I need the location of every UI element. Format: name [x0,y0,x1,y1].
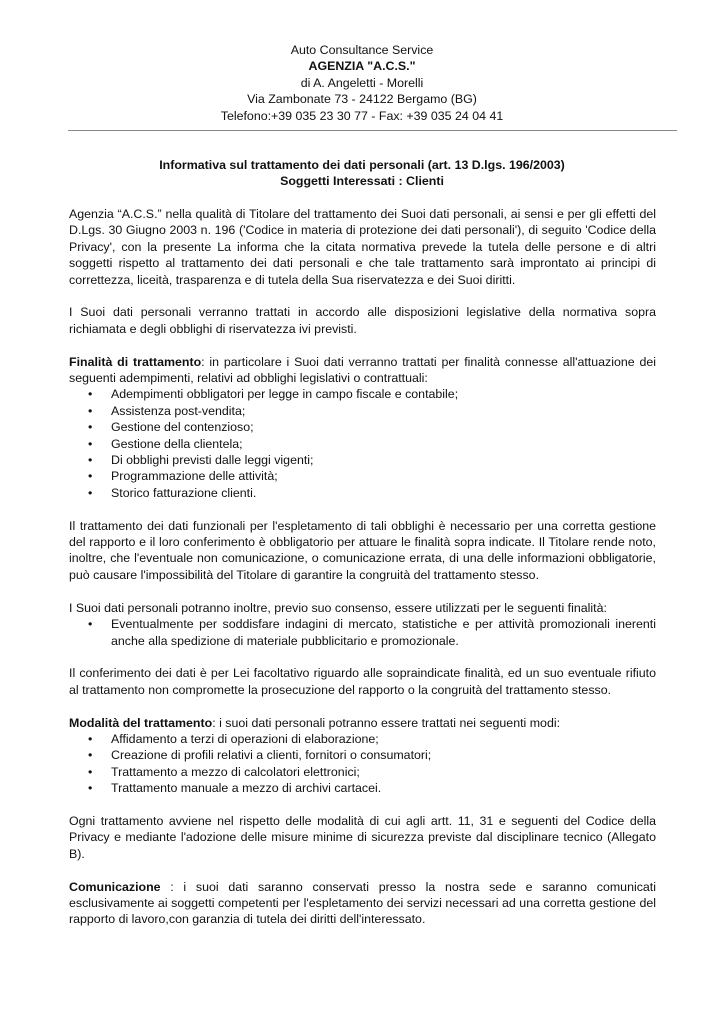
list-item-text: Creazione di profili relativi a clienti, fornitori o consumatori; [111,748,432,763]
document-body [69,206,656,944]
list-item [69,419,656,435]
list-item-text: Adempimenti obbligatori per legge in campo fiscale e contabile; [111,387,459,402]
list-modalita [69,731,656,797]
list-item [69,764,656,780]
bullet-icon: • [88,387,93,402]
paragraph-conferimento-obbligatorio: Il trattamento dei dati funzionali per l'espletamento di tali obblighi è necessario per una corretta gestione del rapporto e il loro conferimento è obbligatorio per attuare le finalità sopra indicate. Il Titolare rende noto, inoltre, che l'eventuale non comunicazione, o comunicazione errata, di una delle informazioni obbligatorie, può causare l'impossibilità del Titolare di garantire la congruità del trattamento stesso. [69,518,656,582]
letterhead [0,42,724,124]
bullet-icon: • [88,403,93,418]
header-divider [68,130,677,131]
section-label-comunicazione: Comunicazione [69,879,161,894]
section-label-modalita: Modalità del trattamento [69,715,213,730]
list-item [69,403,656,419]
list-consenso [69,616,656,649]
title-line-2: Soggetti Interessati : Clienti [280,174,444,189]
finalita-text: : in particolare i Suoi dati verranno trattati per finalità connesse all'attuazione dei seguenti adempimenti, relativi ad obblighi legislativi o contrattuali: [69,354,656,386]
list-item-text: Gestione del contenzioso; [111,420,254,435]
list-item [69,386,656,402]
comunicazione-text: : i suoi dati saranno conservati presso la nostra sede e saranno comunicati esclusivamente ai soggetti competenti per l'espletamento dei servizi necessari ad una corretta gestione del rapporto di lavoro,con garanzia di tutela dei diritti dell'interessato. [69,879,656,927]
bullet-icon: • [88,453,93,468]
bullet-icon: • [88,485,93,500]
list-item [69,780,656,796]
bullet-icon: • [88,420,93,435]
bullet-icon: • [88,731,93,746]
company-name: Auto Consultance Service [290,43,434,57]
list-item [69,436,656,452]
owner-name: di A. Angeletti - Morelli [300,75,424,90]
list-item [69,485,656,501]
bullet-icon: • [88,617,93,632]
paragraph-finalita [69,354,656,387]
list-item-text: Di obblighi previsti dalle leggi vigenti; [111,453,314,468]
bullet-icon: • [88,469,93,484]
modalita-text: : i suoi dati personali potranno essere trattati nei seguenti modi: [212,715,561,730]
paragraph-misure-sicurezza: Ogni trattamento avviene nel rispetto delle modalità di cui agli artt. 11, 31 e seguenti del Codice della Privacy e mediante l'adozione delle misure minime di sicurezza previste dal disciplinare tecnico (Allegato B). [69,813,656,861]
list-item-text: Trattamento manuale a mezzo di archivi cartacei. [111,781,382,796]
paragraph-consenso: I Suoi dati personali potranno inoltre, previo suo consenso, essere utilizzati per le seguenti finalità: [69,600,607,615]
list-item [69,452,656,468]
bullet-icon: • [88,781,93,796]
contacts: Telefono:+39 035 23 30 77 - Fax: +39 035 24 04 41 [220,108,504,123]
list-item-text: Affidamento a terzi di operazioni di elaborazione; [111,731,379,746]
bullet-icon: • [88,748,93,763]
list-item [69,731,656,747]
paragraph-conferimento-facoltativo: Il conferimento dei dati è per Lei facoltativo riguardo alle sopraindicate finalità, ed un suo eventuale rifiuto al trattamento non compromette la prosecuzione del rapporto o la congruità del trattamento stesso. [69,666,656,697]
paragraph-comunicazione [69,879,656,928]
agency-name: AGENZIA "A.C.S." [308,59,416,74]
bullet-icon: • [88,764,93,779]
bullet-icon: • [88,436,93,451]
list-item-text: Gestione della clientela; [111,436,243,451]
list-item [69,747,656,763]
paragraph-modalita [69,715,656,731]
section-label-finalita: Finalità di trattamento [69,354,202,369]
list-item-text: Storico fatturazione clienti. [111,485,257,500]
paragraph-riservatezza: I Suoi dati personali verranno trattati in accordo alle disposizioni legislative della normativa sopra richiamata e degli obblighi di riservatezza ivi previsti. [69,305,656,336]
list-item-text: Programmazione delle attività; [111,469,278,484]
list-item-text: Trattamento a mezzo di calcolatori elettronici; [111,764,360,779]
list-item-text: Assistenza post-vendita; [111,403,246,418]
title-line-1: Informativa sul trattamento dei dati personali (art. 13 D.lgs. 196/2003) [159,158,565,172]
list-item [69,468,656,484]
list-finalita [69,386,656,501]
list-item-text: Eventualmente per soddisfare indagini di mercato, statistiche e per attività promozionali inerenti anche alla spedizione di materiale pubblicitario e promozionale. [111,617,656,648]
list-item [69,616,656,649]
document-title [0,157,724,190]
address: Via Zambonate 73 - 24122 Bergamo (BG) [247,92,477,107]
paragraph-intro: Agenzia “A.C.S.” nella qualità di Titolare del trattamento dei Suoi dati personali, ai sensi e per gli effetti del D.Lgs. 30 Giugno 2003 n. 196 ('Codice in materia di protezione dei dati personali'), di seguito 'Codice della Privacy', con la presente La informa che la citata normativa prevede la tutela delle persone e di altri soggetti rispetto al trattamento dei dati personali e che tale trattamento sarà improntato ai principi di correttezza, liceità, trasparenza e di tutela della Sua riservatezza e dei Suoi diritti. [69,207,656,287]
